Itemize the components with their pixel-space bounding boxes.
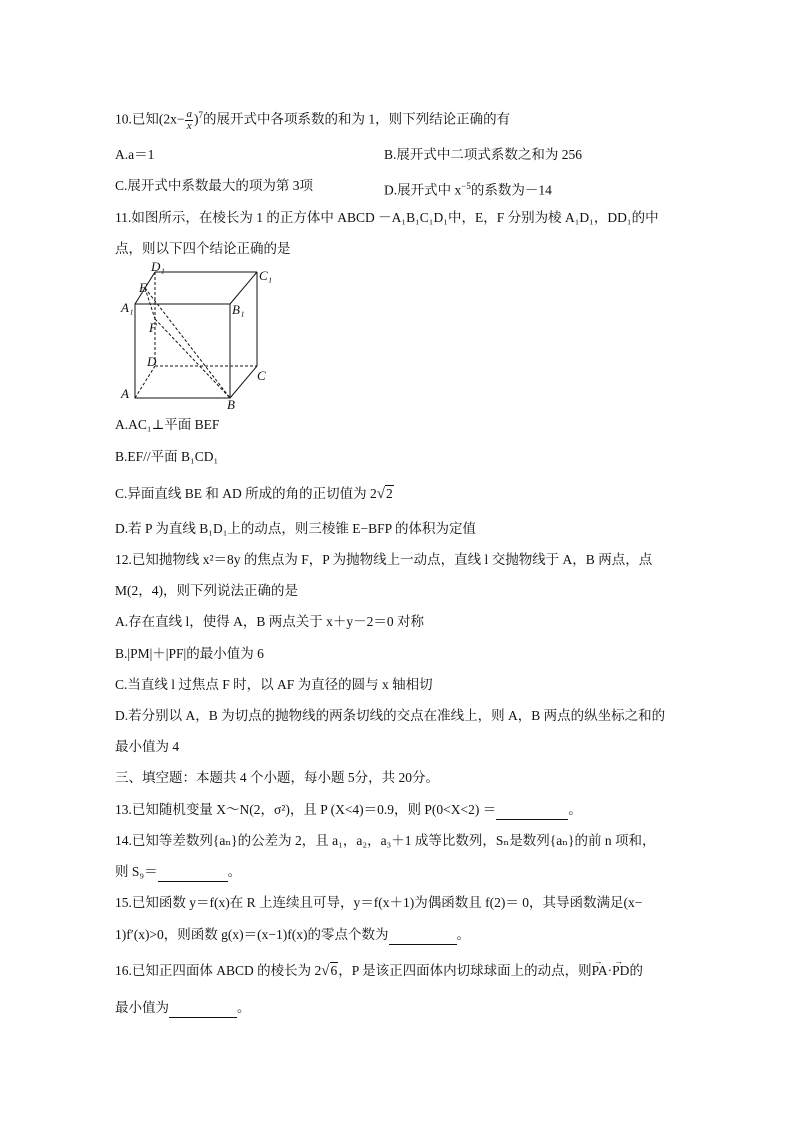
q16-root: 6 — [330, 963, 338, 978]
label-b1: B₁ — [232, 302, 245, 317]
q14-answer-blank — [158, 863, 228, 882]
section-3-heading: 三、填空题：本题共 4 个小题，每小题 5分，共 20分。 — [115, 770, 439, 785]
q10-stem-pre: 10.已知(2x− — [115, 111, 185, 127]
q11-optc-root: 2 — [386, 486, 393, 501]
q15-line2-text: 1)f′(x)>0，则函数 g(x)＝(x−1)f(x)的零点个数为 — [115, 927, 389, 942]
q16-period: 。 — [237, 1000, 251, 1015]
q14-line2-text: 则 S₉＝ — [115, 864, 158, 879]
q13-text: 13.已知随机变量 X～N(2，σ²)，且 P (X<4)＝0.9，则 P(0<X<2) ＝ — [115, 802, 497, 817]
label-c1: C₁ — [259, 268, 273, 283]
label-d1: D₁ — [151, 262, 165, 274]
q14-period: 。 — [227, 864, 242, 879]
q11-option-c — [115, 485, 394, 503]
q12-stem-line1: 12.已知抛物线 x²＝8y 的焦点为 F，P 为抛物线上一动点，直线 l 交抛物线于 A，B 两点，点 — [115, 552, 653, 567]
label-e: E — [139, 280, 147, 295]
q10-option-a: A.a＝1 — [115, 147, 155, 162]
q12-stem-line2: M(2，4)，则下列说法正确的是 — [115, 583, 298, 598]
cube-front-face — [135, 304, 230, 398]
q10-frac-den: x — [186, 119, 192, 132]
q10-optd-post: 的系数为－14 — [470, 182, 552, 198]
q11-stem-line2: 点，则以下四个结论正确的是 — [115, 241, 291, 256]
q10-option-c: C.展开式中系数最大的项为第 3项 — [115, 178, 314, 193]
q10-frac-num: a — [186, 107, 192, 120]
q16-line2 — [115, 999, 251, 1018]
q16-line1 — [115, 962, 643, 980]
cube-edge-b1c1 — [230, 272, 257, 304]
q10-optd-pre: D.展开式中 x — [384, 182, 462, 198]
q16-sqrt: √6 — [321, 963, 338, 979]
q16-dot: · — [607, 963, 613, 978]
q16-post: 的 — [629, 963, 643, 978]
q16-mid: ，P 是该正四面体内切球球面上的动点，则 — [338, 963, 592, 978]
q15-period: 。 — [456, 927, 471, 942]
q10-optd-sup: −5 — [461, 181, 471, 191]
cube-edge-ad — [135, 366, 155, 398]
q10-option-d — [384, 177, 552, 200]
q11-optc-sqrt: √2 — [376, 486, 393, 502]
cube-figure — [115, 262, 285, 410]
q14-line1: 14.已知等差数列{aₙ}的公差为 2，且 a₁，a₂，a₃＋1 成等比数列，Sₙ是数列{aₙ}的前 n 项和， — [115, 833, 656, 848]
label-c: C — [257, 368, 266, 383]
q10-option-b: B.展开式中二项式系数之和为 256 — [384, 147, 583, 162]
q11-optc-text: C.异面直线 BE 和 AD 所成的角的正切值为 2 — [115, 486, 377, 501]
q12-option-a: A.存在直线 l，使得 A，B 两点关于 x＋y－2＝0 对称 — [115, 614, 425, 629]
vector-pa: → PA — [592, 962, 608, 980]
q10-exponent: 7 — [198, 110, 203, 120]
label-b: B — [227, 397, 235, 410]
q16-line2-text: 最小值为 — [115, 1000, 169, 1015]
q14-line2 — [115, 863, 241, 882]
cube-edge-bc — [230, 366, 257, 398]
label-f: F — [149, 320, 157, 335]
q16-pre: 16.已知正四面体 ABCD 的棱长为 2 — [115, 963, 322, 978]
q10-fraction — [185, 109, 193, 132]
q12-option-b: B.|PM|＋|PF|的最小值为 6 — [115, 646, 264, 661]
vector-pd: → PD — [612, 962, 629, 980]
q11-option-a: A.AC₁⊥平面 BEF — [115, 417, 220, 432]
q15-line2 — [115, 926, 470, 945]
line-fb — [155, 319, 230, 398]
q11-option-b: B.EF//平面 B₁CD₁ — [115, 449, 219, 464]
q10-stem — [115, 106, 510, 132]
q13-answer-blank — [496, 801, 568, 820]
q16-answer-blank — [169, 999, 237, 1018]
q12-option-c: C.当直线 l 过焦点 F 时，以 AF 为直径的圆与 x 轴相切 — [115, 677, 433, 692]
q10-stem-post: 的展开式中各项系数的和为 1，则下列结论正确的有 — [202, 111, 511, 127]
q12-option-d-line1: D.若分别以 A，B 为切点的抛物线的两条切线的交点在准线上，则 A，B 两点的纵坐标之和的 — [115, 708, 666, 723]
q15-line1: 15.已知函数 y＝f(x)在 R 上连续且可导，y＝f(x＋1)为偶函数且 f(2)＝ 0，其导函数满足(x− — [115, 895, 643, 910]
q13 — [115, 801, 582, 820]
q11-option-d: D.若 P 为直线 B₁D₁上的动点，则三棱锥 E−BFP 的体积为定值 — [115, 521, 477, 536]
q12-option-d-line2: 最小值为 4 — [115, 739, 180, 754]
label-d: D — [147, 354, 157, 369]
q11-stem-line1: 11.如图所示，在棱长为 1 的正方体中 ABCD －A₁B₁C₁D₁中，E，F 分别为棱 A₁D₁，DD₁的中 — [115, 210, 659, 225]
label-a1: A₁ — [121, 300, 134, 315]
label-a: A — [121, 386, 129, 401]
q13-period: 。 — [568, 802, 582, 817]
q10-paren: ) — [193, 111, 199, 127]
q15-answer-blank — [389, 926, 457, 945]
